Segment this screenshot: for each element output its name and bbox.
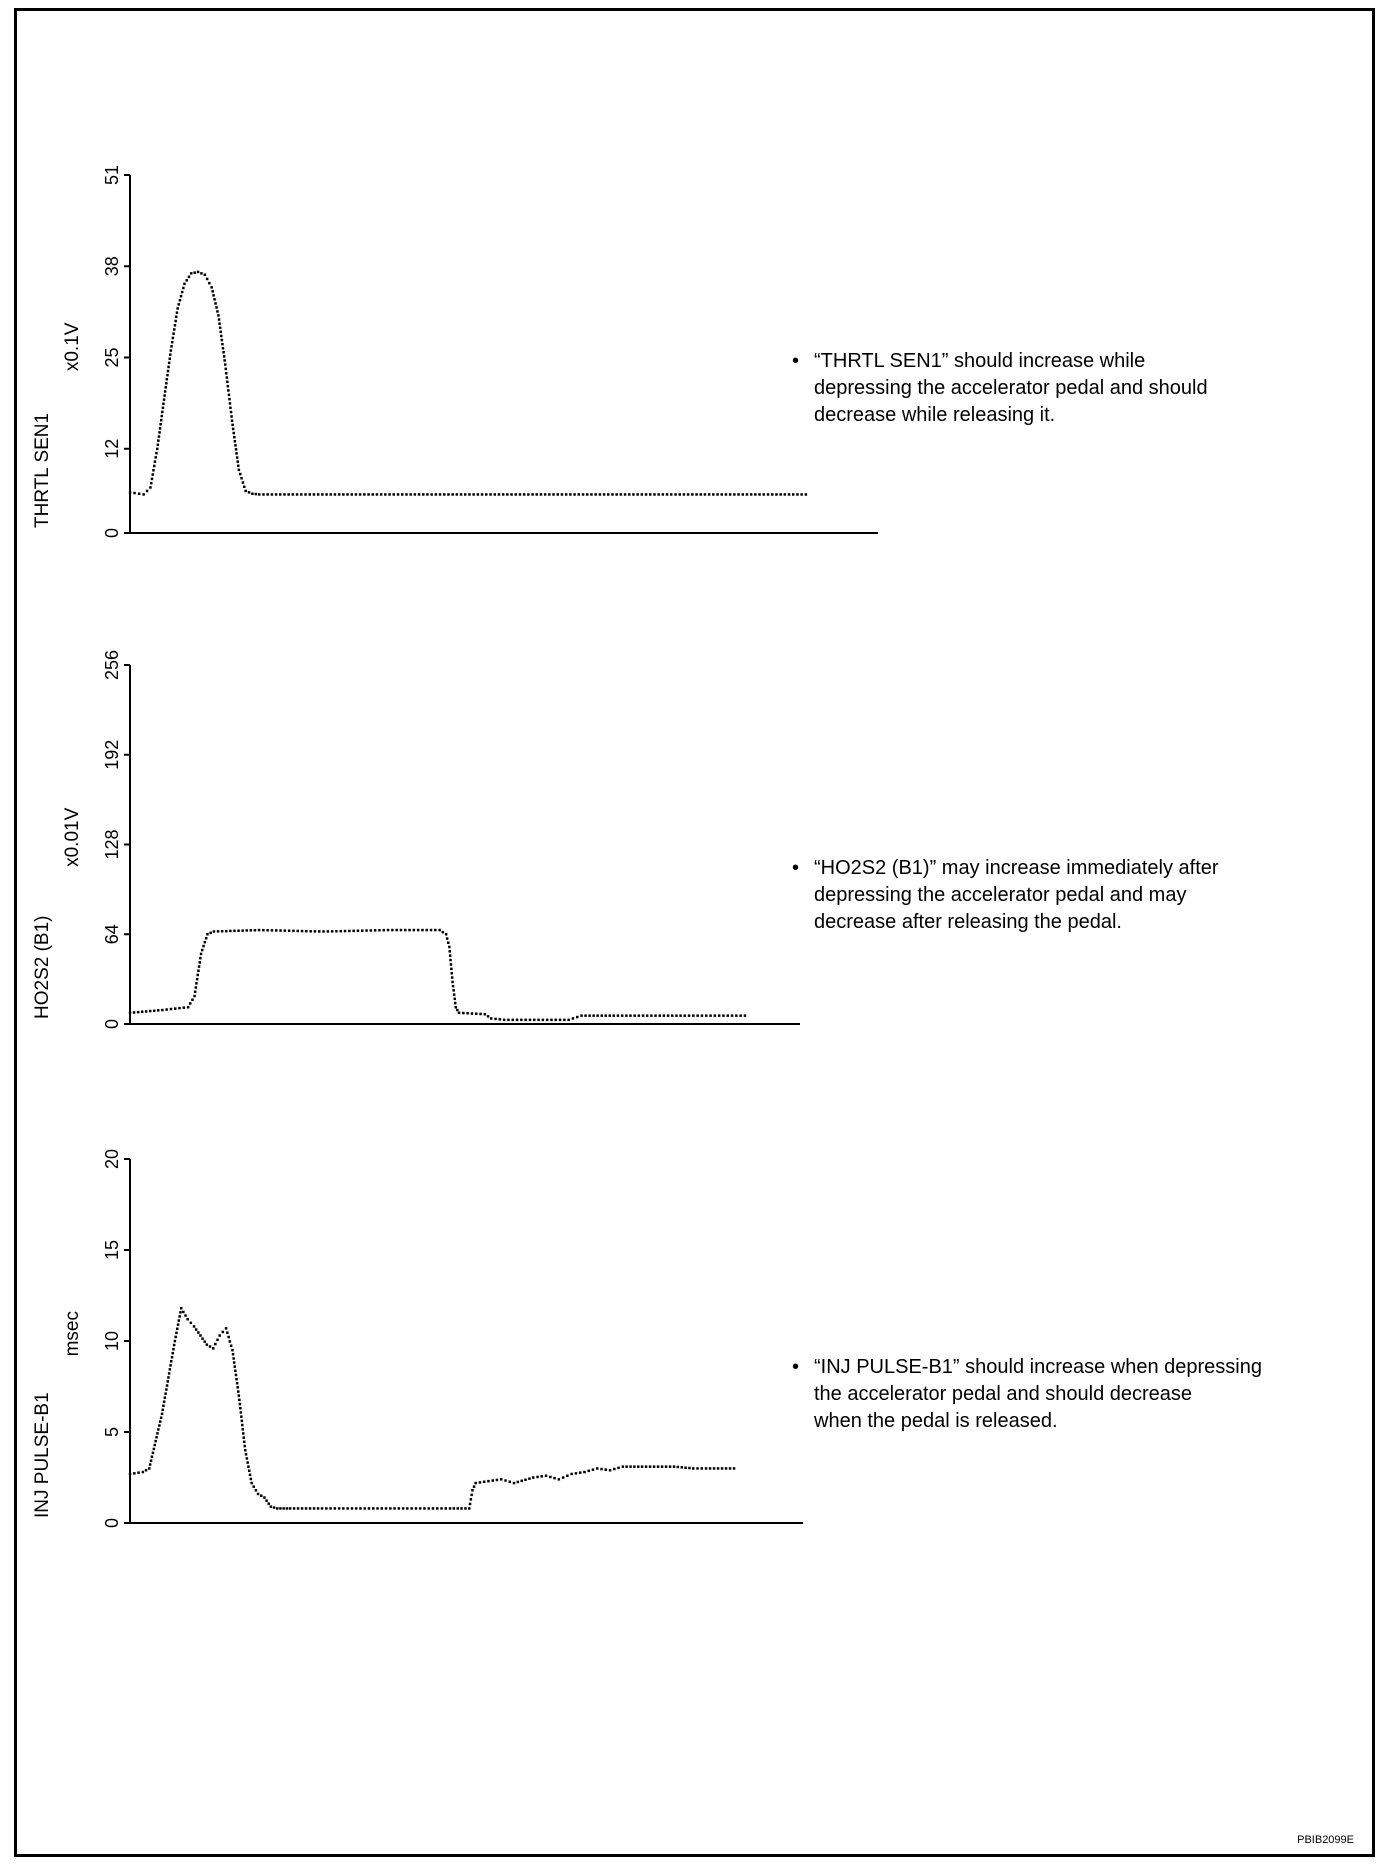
data-point xyxy=(255,1489,258,1492)
series-trace xyxy=(129,1307,736,1510)
data-point xyxy=(705,1467,708,1470)
data-point xyxy=(609,1469,612,1472)
data-point xyxy=(329,1507,332,1510)
data-point xyxy=(504,1479,507,1482)
y-tick-label: 192 xyxy=(102,739,122,770)
data-point xyxy=(509,1481,512,1484)
data-point xyxy=(218,1334,221,1337)
data-point xyxy=(487,1480,490,1483)
data-point xyxy=(468,1507,471,1510)
data-point xyxy=(150,1459,153,1462)
data-point xyxy=(364,1507,367,1510)
data-point xyxy=(492,1479,495,1482)
data-point xyxy=(212,1347,215,1350)
data-point xyxy=(592,1468,595,1471)
y-tick-label: 51 xyxy=(102,164,122,186)
data-point xyxy=(629,1465,632,1468)
data-point xyxy=(688,1467,691,1470)
data-point xyxy=(231,1349,234,1352)
data-point xyxy=(286,1507,289,1510)
data-point xyxy=(464,1507,467,1510)
data-point xyxy=(517,1481,520,1484)
data-point xyxy=(176,1328,179,1331)
data-point xyxy=(236,1386,239,1389)
data-point xyxy=(159,1420,162,1423)
data-point xyxy=(235,1378,238,1381)
data-point xyxy=(692,1467,695,1470)
data-point xyxy=(233,1361,236,1364)
data-point xyxy=(257,1493,260,1496)
note-text: “HO2S2 (B1)” may increase immediately after depressing the accelerator pedal and may decrease after releasing the pedal. xyxy=(814,857,1219,933)
data-point xyxy=(164,1392,167,1395)
note-bullet: • xyxy=(792,857,800,879)
data-point xyxy=(158,1424,161,1427)
data-point xyxy=(558,1478,561,1481)
data-point xyxy=(244,1445,247,1448)
data-point xyxy=(613,1468,616,1471)
data-point xyxy=(376,1507,379,1510)
data-point xyxy=(265,1499,268,1502)
data-point xyxy=(325,1507,328,1510)
data-point xyxy=(669,1465,672,1468)
data-point xyxy=(453,1507,456,1510)
data-point xyxy=(229,1340,232,1343)
data-point xyxy=(137,1471,140,1474)
data-point xyxy=(163,1401,166,1404)
data-point xyxy=(351,1507,354,1510)
data-point xyxy=(241,1420,244,1423)
y-tick-label: 10 xyxy=(102,1330,122,1352)
data-point xyxy=(428,1507,431,1510)
data-point xyxy=(570,1473,573,1476)
data-point xyxy=(172,1348,175,1351)
y-tick-label: 25 xyxy=(102,347,122,368)
data-point xyxy=(154,1440,157,1443)
data-point xyxy=(250,1478,253,1481)
data-point xyxy=(268,1502,271,1505)
y-tick-label: 38 xyxy=(102,256,122,277)
data-point xyxy=(549,1476,552,1479)
data-point xyxy=(701,1467,704,1470)
data-point xyxy=(346,1507,349,1510)
data-point xyxy=(410,1507,413,1510)
data-point xyxy=(372,1507,375,1510)
y-tick-label: 5 xyxy=(102,1426,122,1438)
data-point xyxy=(157,1428,160,1431)
data-point xyxy=(536,1476,539,1479)
y-tick-label: 12 xyxy=(102,438,122,459)
data-point xyxy=(174,1340,177,1343)
y-axis-unit: x0.1V xyxy=(62,322,83,372)
note-text: “THRTL SEN1” should increase while depressing the accelerator pedal and should decrease while releasing it. xyxy=(814,350,1208,426)
data-point xyxy=(457,1507,460,1510)
data-point xyxy=(260,1495,263,1498)
data-point xyxy=(500,1478,503,1481)
data-point xyxy=(248,1470,251,1473)
data-point xyxy=(713,1467,716,1470)
data-point xyxy=(242,1432,245,1435)
data-point xyxy=(440,1507,443,1510)
data-point xyxy=(445,1507,448,1510)
data-point xyxy=(301,1507,304,1510)
data-point xyxy=(156,1432,159,1435)
data-point xyxy=(247,1465,250,1468)
data-point xyxy=(173,1344,176,1347)
data-point xyxy=(622,1465,625,1468)
data-point xyxy=(238,1399,241,1402)
data-point xyxy=(673,1465,676,1468)
data-point xyxy=(432,1507,435,1510)
note-bullet: • xyxy=(792,1356,800,1378)
data-point xyxy=(242,1428,245,1431)
data-point xyxy=(166,1384,169,1387)
data-point xyxy=(293,1507,296,1510)
data-point xyxy=(649,1465,652,1468)
data-point xyxy=(342,1507,345,1510)
data-point xyxy=(460,1507,463,1510)
data-point xyxy=(152,1452,155,1455)
data-point xyxy=(165,1388,168,1391)
data-point xyxy=(600,1468,603,1471)
data-point xyxy=(246,1457,249,1460)
data-point xyxy=(164,1396,167,1399)
data-point xyxy=(197,1331,200,1334)
data-point xyxy=(216,1339,219,1342)
data-point xyxy=(172,1352,175,1355)
data-point xyxy=(657,1465,660,1468)
data-point xyxy=(289,1507,292,1510)
data-point xyxy=(245,1453,248,1456)
data-point xyxy=(179,1311,182,1314)
data-point xyxy=(169,1368,172,1371)
data-point xyxy=(617,1467,620,1470)
data-point xyxy=(321,1507,324,1510)
data-point xyxy=(201,1337,204,1340)
data-point xyxy=(153,1448,156,1451)
data-point xyxy=(483,1481,486,1484)
data-point xyxy=(168,1372,171,1375)
data-point xyxy=(148,1467,151,1470)
data-point xyxy=(133,1472,136,1475)
data-point xyxy=(423,1507,426,1510)
data-point xyxy=(240,1415,243,1418)
data-point xyxy=(297,1507,300,1510)
data-point xyxy=(151,1456,154,1459)
data-point xyxy=(243,1436,246,1439)
figure-code: PBIB2099E xyxy=(1297,1834,1354,1846)
data-point xyxy=(169,1364,172,1367)
data-point xyxy=(696,1467,699,1470)
note-ho2s2-b1 xyxy=(792,855,1352,945)
data-point xyxy=(237,1390,240,1393)
data-point xyxy=(402,1507,405,1510)
data-point xyxy=(177,1323,180,1326)
data-point xyxy=(677,1466,680,1469)
data-point xyxy=(195,1328,198,1331)
data-point xyxy=(524,1479,527,1482)
y-tick-label: 15 xyxy=(102,1239,122,1261)
data-point xyxy=(236,1382,239,1385)
data-point xyxy=(142,1471,145,1474)
data-point xyxy=(415,1507,418,1510)
data-point xyxy=(279,1507,282,1510)
data-point xyxy=(246,1461,249,1464)
data-point xyxy=(174,1336,177,1339)
data-point xyxy=(709,1467,712,1470)
data-point xyxy=(368,1507,371,1510)
note-inj-pulse-b1 xyxy=(792,1354,1372,1444)
y-tick-label: 0 xyxy=(102,1517,122,1529)
data-point xyxy=(313,1507,316,1510)
data-point xyxy=(381,1507,384,1510)
data-point xyxy=(190,1322,193,1325)
data-point xyxy=(170,1360,173,1363)
data-point xyxy=(167,1380,170,1383)
data-point xyxy=(474,1482,477,1485)
data-point xyxy=(244,1449,247,1452)
data-point xyxy=(596,1467,599,1470)
y-axis-title: THRTL SEN1 xyxy=(32,412,53,528)
data-point xyxy=(238,1394,241,1397)
data-point xyxy=(661,1465,664,1468)
data-point xyxy=(470,1498,473,1501)
data-point xyxy=(253,1485,256,1488)
data-point xyxy=(338,1507,341,1510)
data-point xyxy=(684,1467,687,1470)
data-point xyxy=(206,1343,209,1346)
data-point xyxy=(469,1503,472,1506)
data-point xyxy=(309,1507,312,1510)
data-point xyxy=(239,1403,242,1406)
data-point xyxy=(729,1467,732,1470)
data-point xyxy=(209,1345,212,1348)
data-point xyxy=(155,1436,158,1439)
data-point xyxy=(282,1507,285,1510)
data-point xyxy=(243,1441,246,1444)
data-point xyxy=(230,1345,233,1348)
data-point xyxy=(175,1332,178,1335)
data-point xyxy=(717,1467,720,1470)
data-point xyxy=(162,1409,165,1412)
data-point xyxy=(532,1476,535,1479)
data-point xyxy=(317,1507,320,1510)
data-point xyxy=(273,1506,276,1509)
data-point xyxy=(214,1343,217,1346)
data-point xyxy=(583,1471,586,1474)
data-point xyxy=(641,1465,644,1468)
note-text: “INJ PULSE-B1” should increase when depressing the accelerator pedal and should decrease when the pedal is released. xyxy=(814,1356,1262,1432)
data-point xyxy=(681,1466,684,1469)
data-point xyxy=(496,1479,499,1482)
y-axis-title: INJ PULSE-B1 xyxy=(32,1392,53,1518)
data-point xyxy=(250,1482,253,1485)
data-point xyxy=(171,1356,174,1359)
data-point xyxy=(473,1485,476,1488)
data-point xyxy=(588,1470,591,1473)
data-point xyxy=(406,1507,409,1510)
data-point xyxy=(355,1507,358,1510)
y-axis-unit: x0.01V xyxy=(62,807,83,867)
data-point xyxy=(398,1507,401,1510)
data-point xyxy=(270,1505,273,1508)
data-point xyxy=(161,1413,164,1416)
data-point xyxy=(359,1507,362,1510)
data-point xyxy=(232,1353,235,1356)
data-point xyxy=(249,1474,252,1477)
data-point xyxy=(149,1463,152,1466)
data-point xyxy=(389,1507,392,1510)
data-point xyxy=(419,1507,422,1510)
data-point xyxy=(145,1469,148,1472)
data-point xyxy=(178,1319,181,1322)
data-point xyxy=(178,1315,181,1318)
data-point xyxy=(721,1467,724,1470)
data-point xyxy=(471,1489,474,1492)
data-point xyxy=(227,1336,230,1339)
data-point xyxy=(226,1331,229,1334)
data-point xyxy=(521,1480,524,1483)
data-point xyxy=(579,1471,582,1474)
data-point xyxy=(575,1472,578,1475)
data-point xyxy=(241,1424,244,1427)
data-point xyxy=(393,1507,396,1510)
y-tick-label: 128 xyxy=(102,829,122,860)
data-point xyxy=(167,1376,170,1379)
data-point xyxy=(225,1327,228,1330)
data-point xyxy=(528,1477,531,1480)
y-axis-title: HO2S2 (B1) xyxy=(32,915,53,1019)
data-point xyxy=(182,1311,185,1314)
data-point xyxy=(334,1507,337,1510)
data-point xyxy=(553,1477,556,1480)
note-bullet: • xyxy=(792,350,800,372)
data-point xyxy=(637,1465,640,1468)
data-point xyxy=(154,1444,157,1447)
data-point xyxy=(162,1405,165,1408)
data-point xyxy=(186,1318,189,1321)
data-point xyxy=(479,1481,482,1484)
data-point xyxy=(645,1465,648,1468)
data-point xyxy=(513,1482,516,1485)
data-point xyxy=(470,1494,473,1497)
data-point xyxy=(625,1465,628,1468)
y-tick-label: 64 xyxy=(102,924,122,945)
data-point xyxy=(605,1468,608,1471)
data-point xyxy=(653,1465,656,1468)
y-tick-label: 0 xyxy=(102,527,122,539)
data-point xyxy=(234,1365,237,1368)
data-point xyxy=(204,1340,207,1343)
data-point xyxy=(633,1465,636,1468)
y-axis-unit: msec xyxy=(62,1311,83,1357)
y-tick-label: 256 xyxy=(102,649,122,681)
data-point xyxy=(263,1496,266,1499)
data-point xyxy=(232,1357,235,1360)
data-point xyxy=(234,1370,237,1373)
data-point xyxy=(566,1475,569,1478)
data-point xyxy=(385,1507,388,1510)
data-point xyxy=(199,1334,202,1337)
data-point xyxy=(222,1331,225,1334)
data-point xyxy=(129,1473,132,1476)
data-point xyxy=(436,1507,439,1510)
data-point xyxy=(240,1411,243,1414)
data-point xyxy=(545,1475,548,1478)
data-point xyxy=(305,1507,308,1510)
data-point xyxy=(276,1507,279,1510)
data-point xyxy=(725,1467,728,1470)
data-point xyxy=(541,1475,544,1478)
data-point xyxy=(449,1507,452,1510)
data-point xyxy=(184,1314,187,1317)
y-tick-label: 20 xyxy=(102,1148,122,1170)
data-point xyxy=(235,1374,238,1377)
data-point xyxy=(239,1407,242,1410)
y-tick-label: 0 xyxy=(102,1018,122,1030)
data-point xyxy=(665,1465,668,1468)
note-thrtl-sen1 xyxy=(792,348,1352,438)
data-point xyxy=(193,1325,196,1328)
data-point xyxy=(160,1417,163,1420)
data-point xyxy=(180,1307,183,1310)
data-point xyxy=(562,1476,565,1479)
data-point xyxy=(733,1467,736,1470)
